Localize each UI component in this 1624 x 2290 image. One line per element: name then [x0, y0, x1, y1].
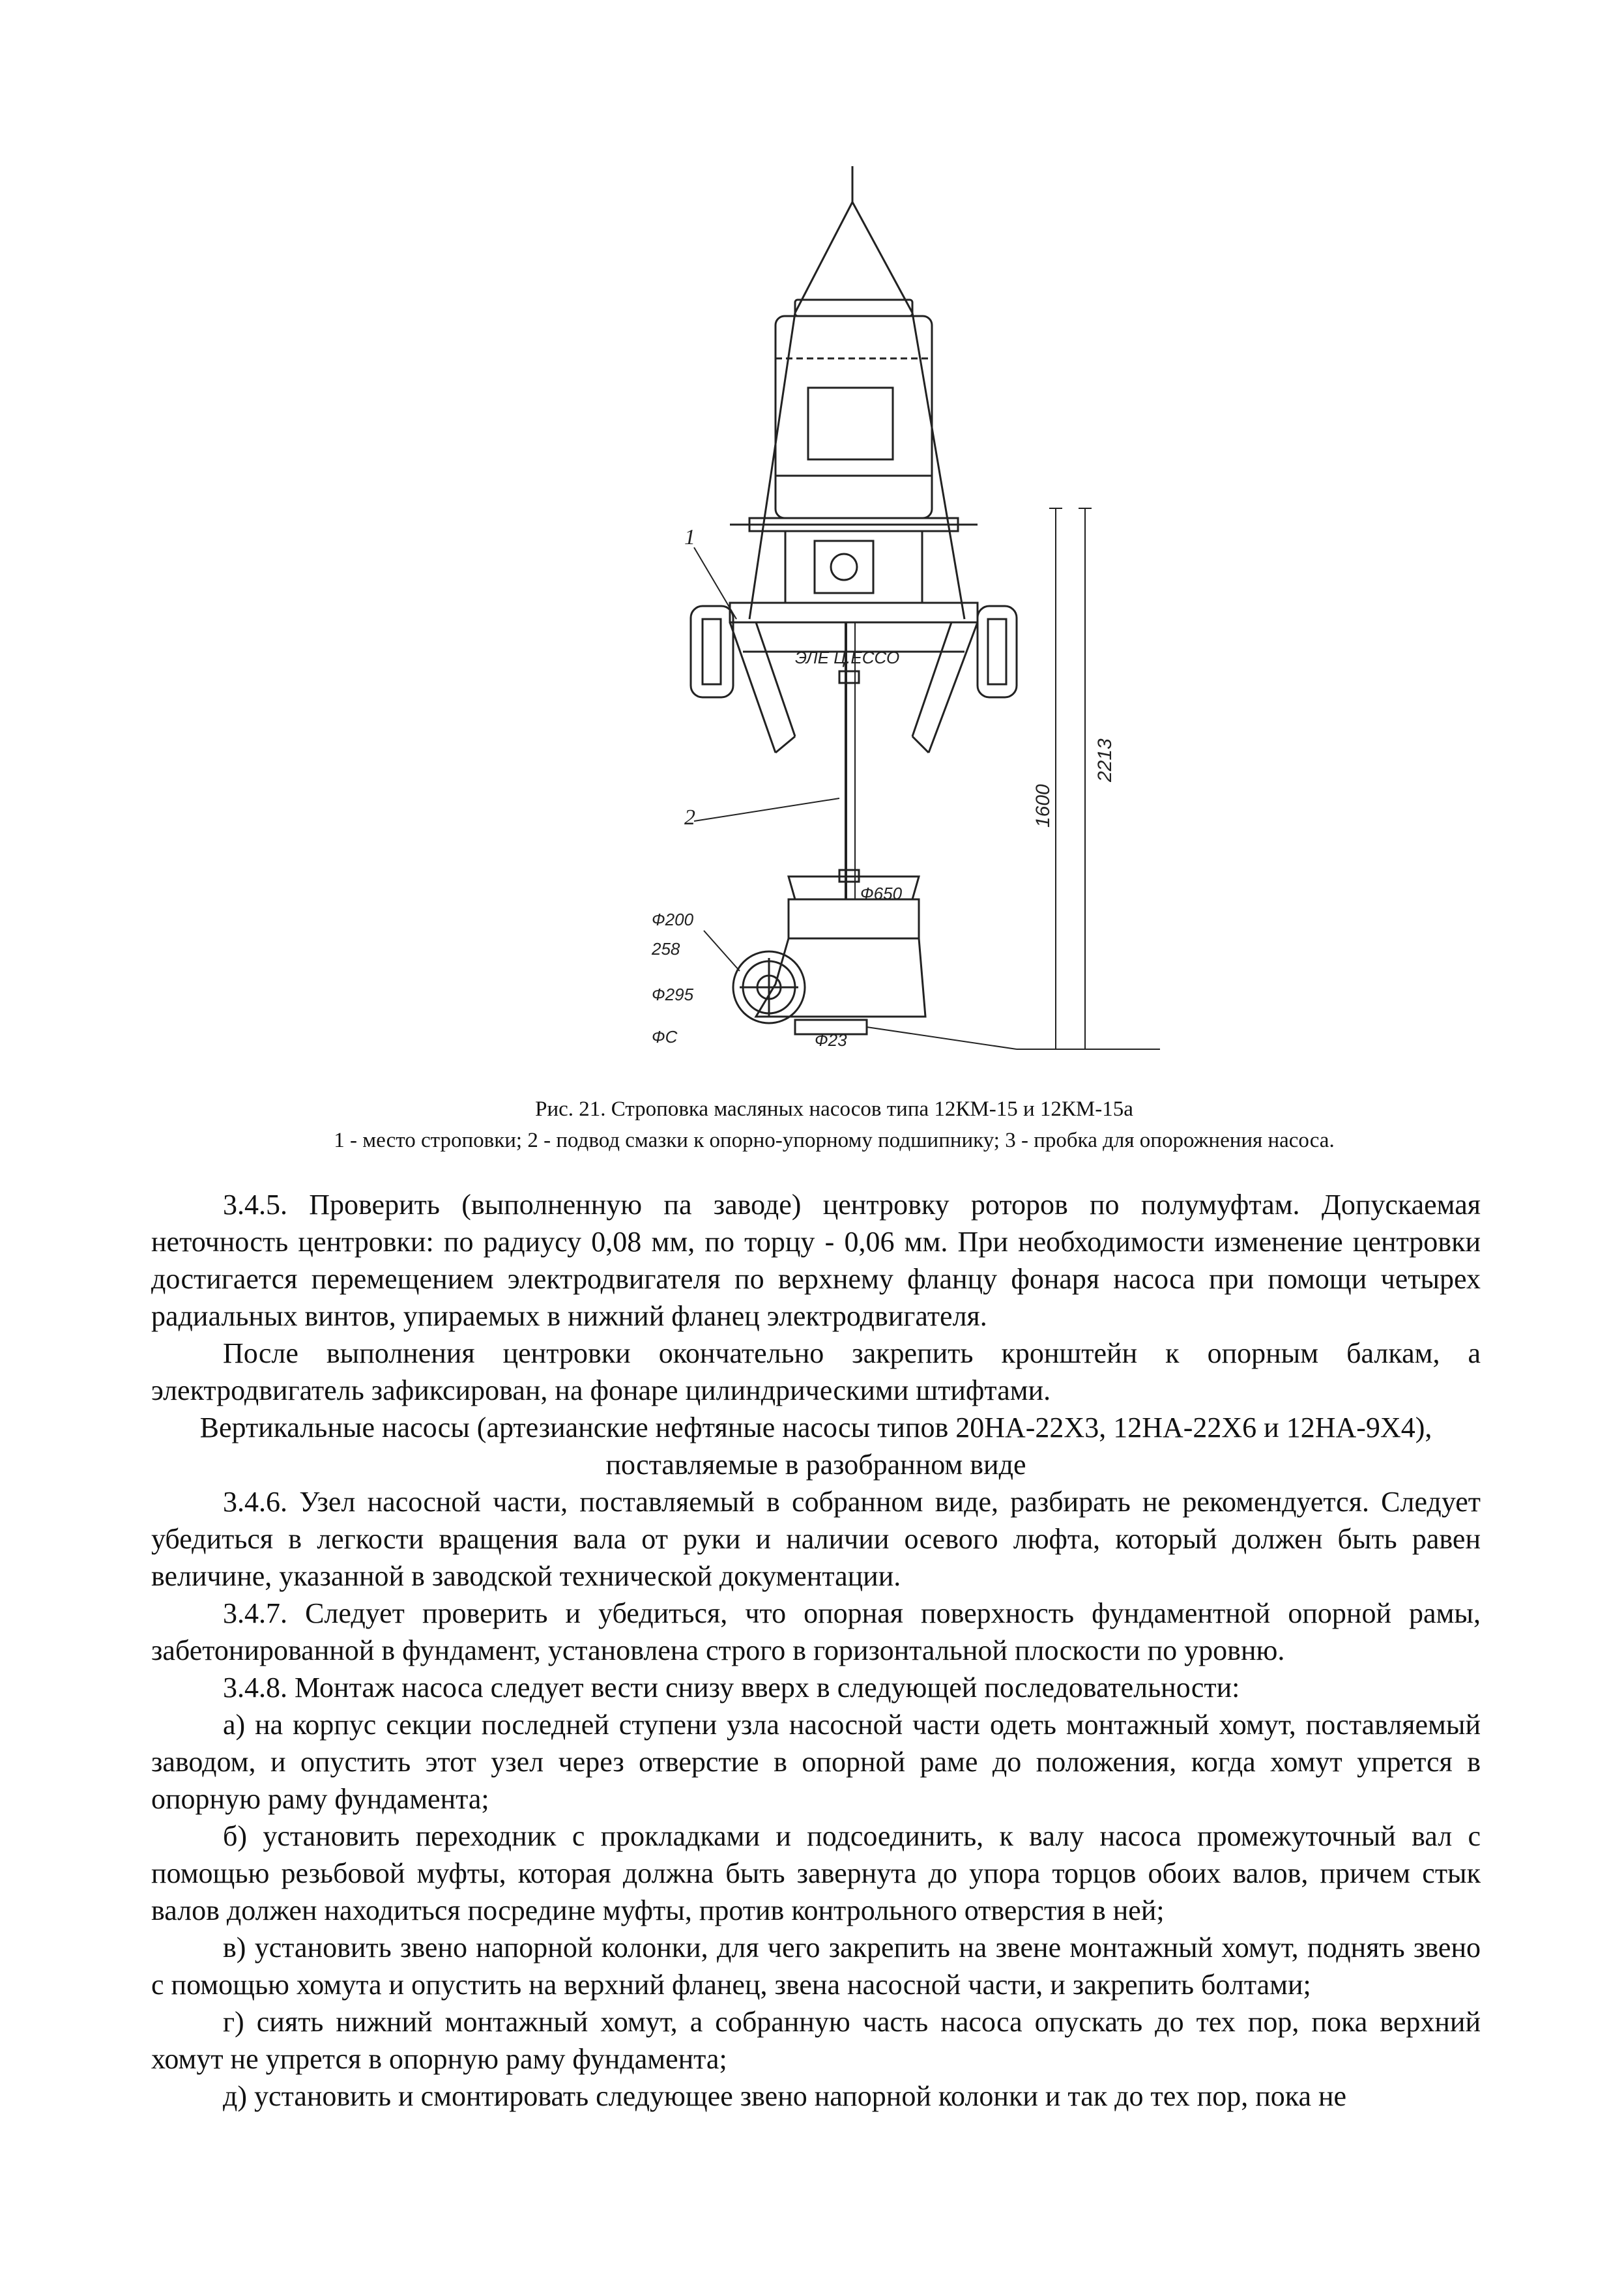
lantern-icon [730, 531, 978, 622]
paragraph-3-4-6: 3.4.6. Узел насосной части, поставляемый в собранном виде, разбирать не рекомендуется. Следует убедиться в легкости вращения вала от руки и наличии осевого люфта, который должен быть равен величине, указанной в заводской технической документации. [151, 1486, 1481, 1592]
paragraph-3-4-7: 3.4.7. Следует проверить и убедиться, что опорная поверхность фундаментной опорной рамы, забетонированной в фундамент, установлена строго в горизонтальной плоскости по уровню. [151, 1597, 1481, 1666]
dim-d258: 258 [652, 939, 680, 959]
dim-d200: Ф200 [652, 910, 694, 929]
paragraph-centering: После выполнения центровки окончательно закрепить кронштейн к опорным балкам, а электродвигатель зафиксирован, на фонаре цилиндрическими штифтами. [151, 1337, 1481, 1406]
dim-d650: Ф650 [860, 884, 903, 903]
dim-center-note: ЭЛЕ Ц.ЕССО [795, 648, 900, 667]
frame-icon [730, 622, 978, 753]
section-heading: Вертикальные насосы (артезианские нефтяные насосы типов 20НА-22Х3, 12НА-22Х6 и 12НА-9Х4), поставляемые в разобранном виде [199, 1412, 1432, 1481]
list-item-b: б) установить переходник с прокладками и подсоединить, к валу насоса промежуточный вал с помощью резьбовой муфты, которая должна быть завернута до упора торцов обоих валов, причем стык валов должен находиться посредине муфты, против контрольного отверстия в ней; [151, 1820, 1481, 1926]
dim-h1600: 1600 [1032, 784, 1054, 828]
pump-drawing [600, 163, 1160, 1088]
list-item-d: д) установить и смонтировать следующее звено напорной колонки и так до тех пор, пока не [223, 2080, 1347, 2112]
body-text [151, 1186, 1481, 2115]
list-item-a: а) на корпус секции последней ступени узла насосной части одеть монтажный хомут, поставляемый заводом, и опустить этот узел через отверстие в опорной раме до положения, когда хомут упрется в опорную раму фундамента; [151, 1709, 1481, 1815]
dim-h2213: 2213 [1094, 738, 1116, 782]
dim-bottom-left: ФС [652, 1027, 678, 1047]
dimension-lines [1049, 508, 1092, 1049]
list-item-g: г) сиять нижний монтажный хомут, а собранную часть насоса опускать до тех пор, пока верхний хомут не упрется в опорную раму фундамента; [151, 2006, 1481, 2075]
caption-legend: 1 - место строповки; 2 - подвод смазки к опорно-упорному подшипнику; 3 - пробка для опорожнения насоса. [334, 1129, 1335, 1152]
paragraph-3-4-8: 3.4.8. Монтаж насоса следует вести снизу вверх в следующей последовательности: [223, 1672, 1240, 1703]
paragraph-3-4-5: 3.4.5. Проверить (выполненную па заводе) центровку роторов по полумуфтам. Допускаемая неточность центровки: по радиусу 0,08 мм, по торцу - 0,06 мм. При необходимости изменение центровки достигается перемещением электродвигателя по верхнему фланцу фонаря насоса при помощи четырех радиальных винтов, упираемых в нижний фланец электродвигателя. [151, 1189, 1481, 1332]
dim-bottom-right: Ф23 [815, 1030, 847, 1050]
callout-2: 2 [684, 805, 695, 830]
caption-title: Рис. 21. Строповка масляных насосов типа 12КМ-15 и 12КМ-15а [535, 1097, 1133, 1121]
dim-d295: Ф295 [652, 985, 694, 1004]
callout-1: 1 [684, 525, 695, 549]
list-item-v: в) установить звено напорной колонки, для чего закрепить на звене монтажный хомут, поднять звено с помощью хомута и опустить на верхний фланец, звена насосной части, и закрепить болтами; [151, 1932, 1481, 2001]
figure-caption [196, 1094, 1473, 1156]
